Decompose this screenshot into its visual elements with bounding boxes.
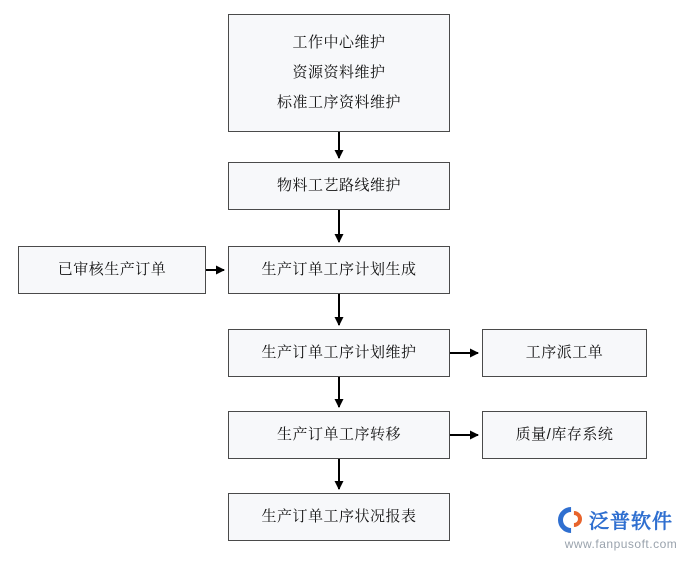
watermark (558, 503, 684, 553)
node-line: 物料工艺路线维护 (276, 177, 401, 194)
node-production-order-process-status-report[interactable] (228, 493, 450, 541)
node-line: 生产订单工序状况报表 (261, 508, 417, 525)
node-approved-production-order[interactable] (18, 246, 206, 294)
node-line: 生产订单工序计划维护 (261, 344, 417, 361)
fanpu-logo-icon (558, 507, 584, 533)
watermark-brand-row (558, 505, 684, 534)
node-production-order-process-plan-maintenance[interactable] (228, 329, 450, 377)
watermark-brand: 泛普软件 (589, 511, 673, 533)
node-process-dispatch-order[interactable] (482, 329, 647, 377)
node-quality-inventory-system[interactable] (482, 411, 647, 459)
node-material-process-route-maintenance[interactable] (228, 162, 450, 210)
node-line: 工序派工单 (525, 344, 604, 361)
node-line: 标准工序资料维护 (276, 94, 401, 111)
node-line: 生产订单工序转移 (276, 426, 401, 443)
watermark-url: www.fanpusoft.com (564, 537, 678, 551)
node-line: 质量/库存系统 (515, 426, 614, 443)
node-work-center-maintenance[interactable] (228, 14, 450, 132)
node-line: 工作中心维护 (292, 34, 386, 51)
node-production-order-process-transfer[interactable] (228, 411, 450, 459)
node-line: 已审核生产订单 (57, 261, 167, 278)
node-line: 资源资料维护 (292, 64, 386, 81)
node-line: 生产订单工序计划生成 (261, 261, 417, 278)
node-production-order-process-plan-generate[interactable] (228, 246, 450, 294)
